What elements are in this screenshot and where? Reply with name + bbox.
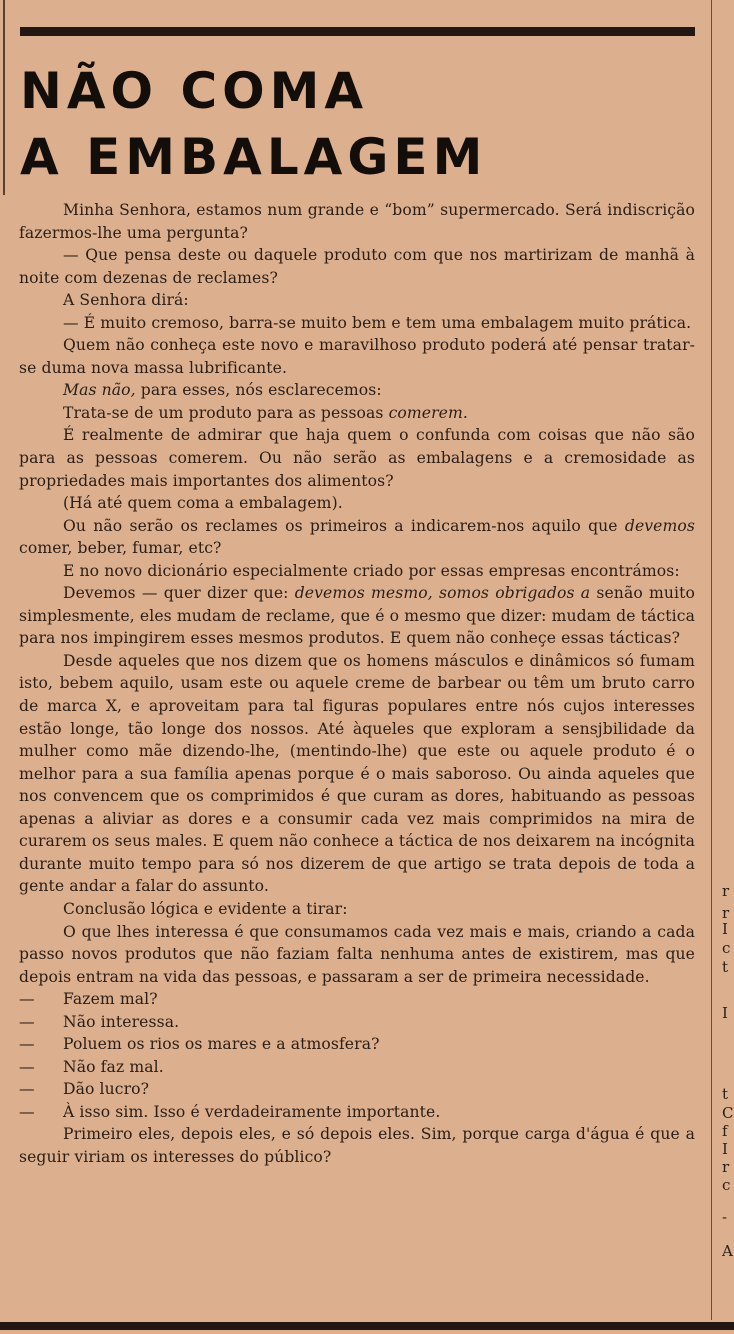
italic-text: comerem. [388, 403, 468, 422]
margin-fragment: r [722, 882, 730, 900]
headline [20, 58, 710, 190]
margin-fragment: t [722, 1085, 729, 1103]
text-span: Trata-se de um produto para as pessoas [63, 403, 389, 422]
article-body [19, 199, 695, 1169]
margin-fragment: t [722, 958, 729, 976]
dialogue-line [19, 988, 695, 1011]
margin-fragment: c [722, 939, 731, 957]
margin-fragment: r [722, 904, 730, 922]
bottom-rule [0, 1322, 734, 1330]
dialogue-text: Fazem mal? [63, 990, 158, 1009]
top-rule [20, 27, 695, 36]
dialogue-text: Poluem os rios os mares e a atmosfera? [63, 1035, 380, 1054]
italic-text: Mas não, [63, 381, 136, 400]
dash: — [19, 1057, 35, 1076]
paragraph: Minha Senhora, estamos num grande e “bom” supermercado. Será indiscrição fazermos-lhe uma pergunta? [19, 201, 695, 242]
margin-fragment: f [722, 1122, 728, 1140]
italic-text: devemos mesmo, somos obrigados a [294, 584, 591, 603]
dialogue-line [19, 1056, 695, 1079]
dialogue-text: Não faz mal. [63, 1057, 164, 1076]
paragraph: Conclusão lógica e evidente a tirar: [63, 899, 348, 918]
dialogue-line [19, 1101, 695, 1124]
dash: — [19, 1012, 35, 1031]
paragraph: — Que pensa deste ou daquele produto com que nos martirizam de manhã à noite com dezenas de reclames? [19, 246, 695, 287]
margin-fragment: C [722, 1104, 734, 1122]
margin-fragment: I [722, 1140, 728, 1158]
margin-fragment: - [722, 1208, 728, 1226]
paragraph: O que lhes interessa é que consumamos cada vez mais e mais, criando a cada passo novos produtos que não faziam falta nenhuma antes de existirem, mas que depois entram na vida das pessoas, e passaram a ser de primeira necessidade. [19, 922, 695, 986]
paragraph: (Há até quem coma a embalagem). [63, 494, 343, 513]
headline-line-2: A EMBALAGEM [20, 128, 488, 186]
paragraph [19, 379, 695, 402]
margin-fragment: I [722, 1004, 728, 1022]
margin-fragment: c [722, 1176, 731, 1194]
dialogue-line [19, 1078, 695, 1101]
paragraph [19, 515, 695, 560]
text-span: Ou não serão os reclames os primeiros a indicarem-nos aquilo que [63, 516, 625, 535]
paragraph: Primeiro eles, depois eles, e só depois eles. Sim, porque carga d'água é que a seguir viriam os interesses do público? [19, 1125, 695, 1166]
margin-fragment: I [722, 920, 728, 938]
paragraph: É realmente de admirar que haja quem o confunda com coisas que não são para as pessoas comerem. Ou não serão as embalagens e a cremosidade as propriedades mais importantes dos alimentos? [19, 426, 695, 490]
paragraph: Quem não conheça este novo e maravilhoso produto poderá até pensar tratar-se duma nova massa lubrificante. [19, 336, 695, 377]
text-span: comer, beber, fumar, etc? [19, 539, 222, 558]
paragraph [19, 402, 695, 425]
margin-fragment: A [722, 1242, 733, 1260]
paragraph [19, 582, 695, 650]
paragraph: — É muito cremoso, barra-se muito bem e tem uma embalagem muito prática. [63, 313, 692, 332]
margin-fragment: r [722, 1158, 730, 1176]
column-divider [711, 0, 712, 1320]
dialogue-text: Não interessa. [63, 1012, 180, 1031]
dialogue-text: Dão lucro? [63, 1080, 150, 1099]
headline-line-1: NÃO COMA [20, 62, 369, 120]
dash: — [19, 990, 35, 1009]
dash: — [19, 1035, 35, 1054]
paragraph: Desde aqueles que nos dizem que os homens másculos e dinâmicos só fumam isto, bebem aquilo, usam este ou aquele creme de barbear ou têm um bruto carro de marca X, e aproveitam para tal figuras populares entre nós cujos interesses estão longe, tão longe dos nossos. Até àqueles que exploram a sensjbilidade da mulher como mãe dizendo-lhe, (mentindo-lhe) que este ou aquele produto é o melhor para a sua família apenas porque é o mais saboroso. Ou ainda aqueles que nos convencem que os comprimidos é que curam as dores, habituando as pessoas apenas a aliviar as dores e a consumir cada vez mais comprimidos na mira de curarem os seus males. E quem não conhece a táctica de nos deixarem na incógnita durante muito tempo para só nos dizerem de que artigo se trata depois de toda a gente andar a falar do assunto. [19, 651, 695, 896]
text-span: Devemos — quer dizer que: [63, 584, 295, 603]
dialogue-line [19, 1033, 695, 1056]
dash: — [19, 1080, 35, 1099]
paragraph: A Senhora dirá: [63, 291, 189, 310]
italic-text: devemos [624, 516, 695, 535]
left-column-border [3, 0, 5, 195]
text-span: para esses, nós esclarecemos: [135, 381, 382, 400]
dialogue-line [19, 1011, 695, 1034]
text-span: senão muito simplesmente, eles mudam de reclame, que é o mesmo que dizer: mudam de táctica para nos impingirem esses mesmos produtos. E quem não conheçe essas tácticas? [19, 584, 696, 648]
paragraph: E no novo dicionário especialmente criado por essas empresas encontrámos: [63, 561, 680, 580]
dash: — [19, 1102, 35, 1121]
dialogue-text: À isso sim. Isso é verdadeiramente importante. [63, 1102, 441, 1121]
